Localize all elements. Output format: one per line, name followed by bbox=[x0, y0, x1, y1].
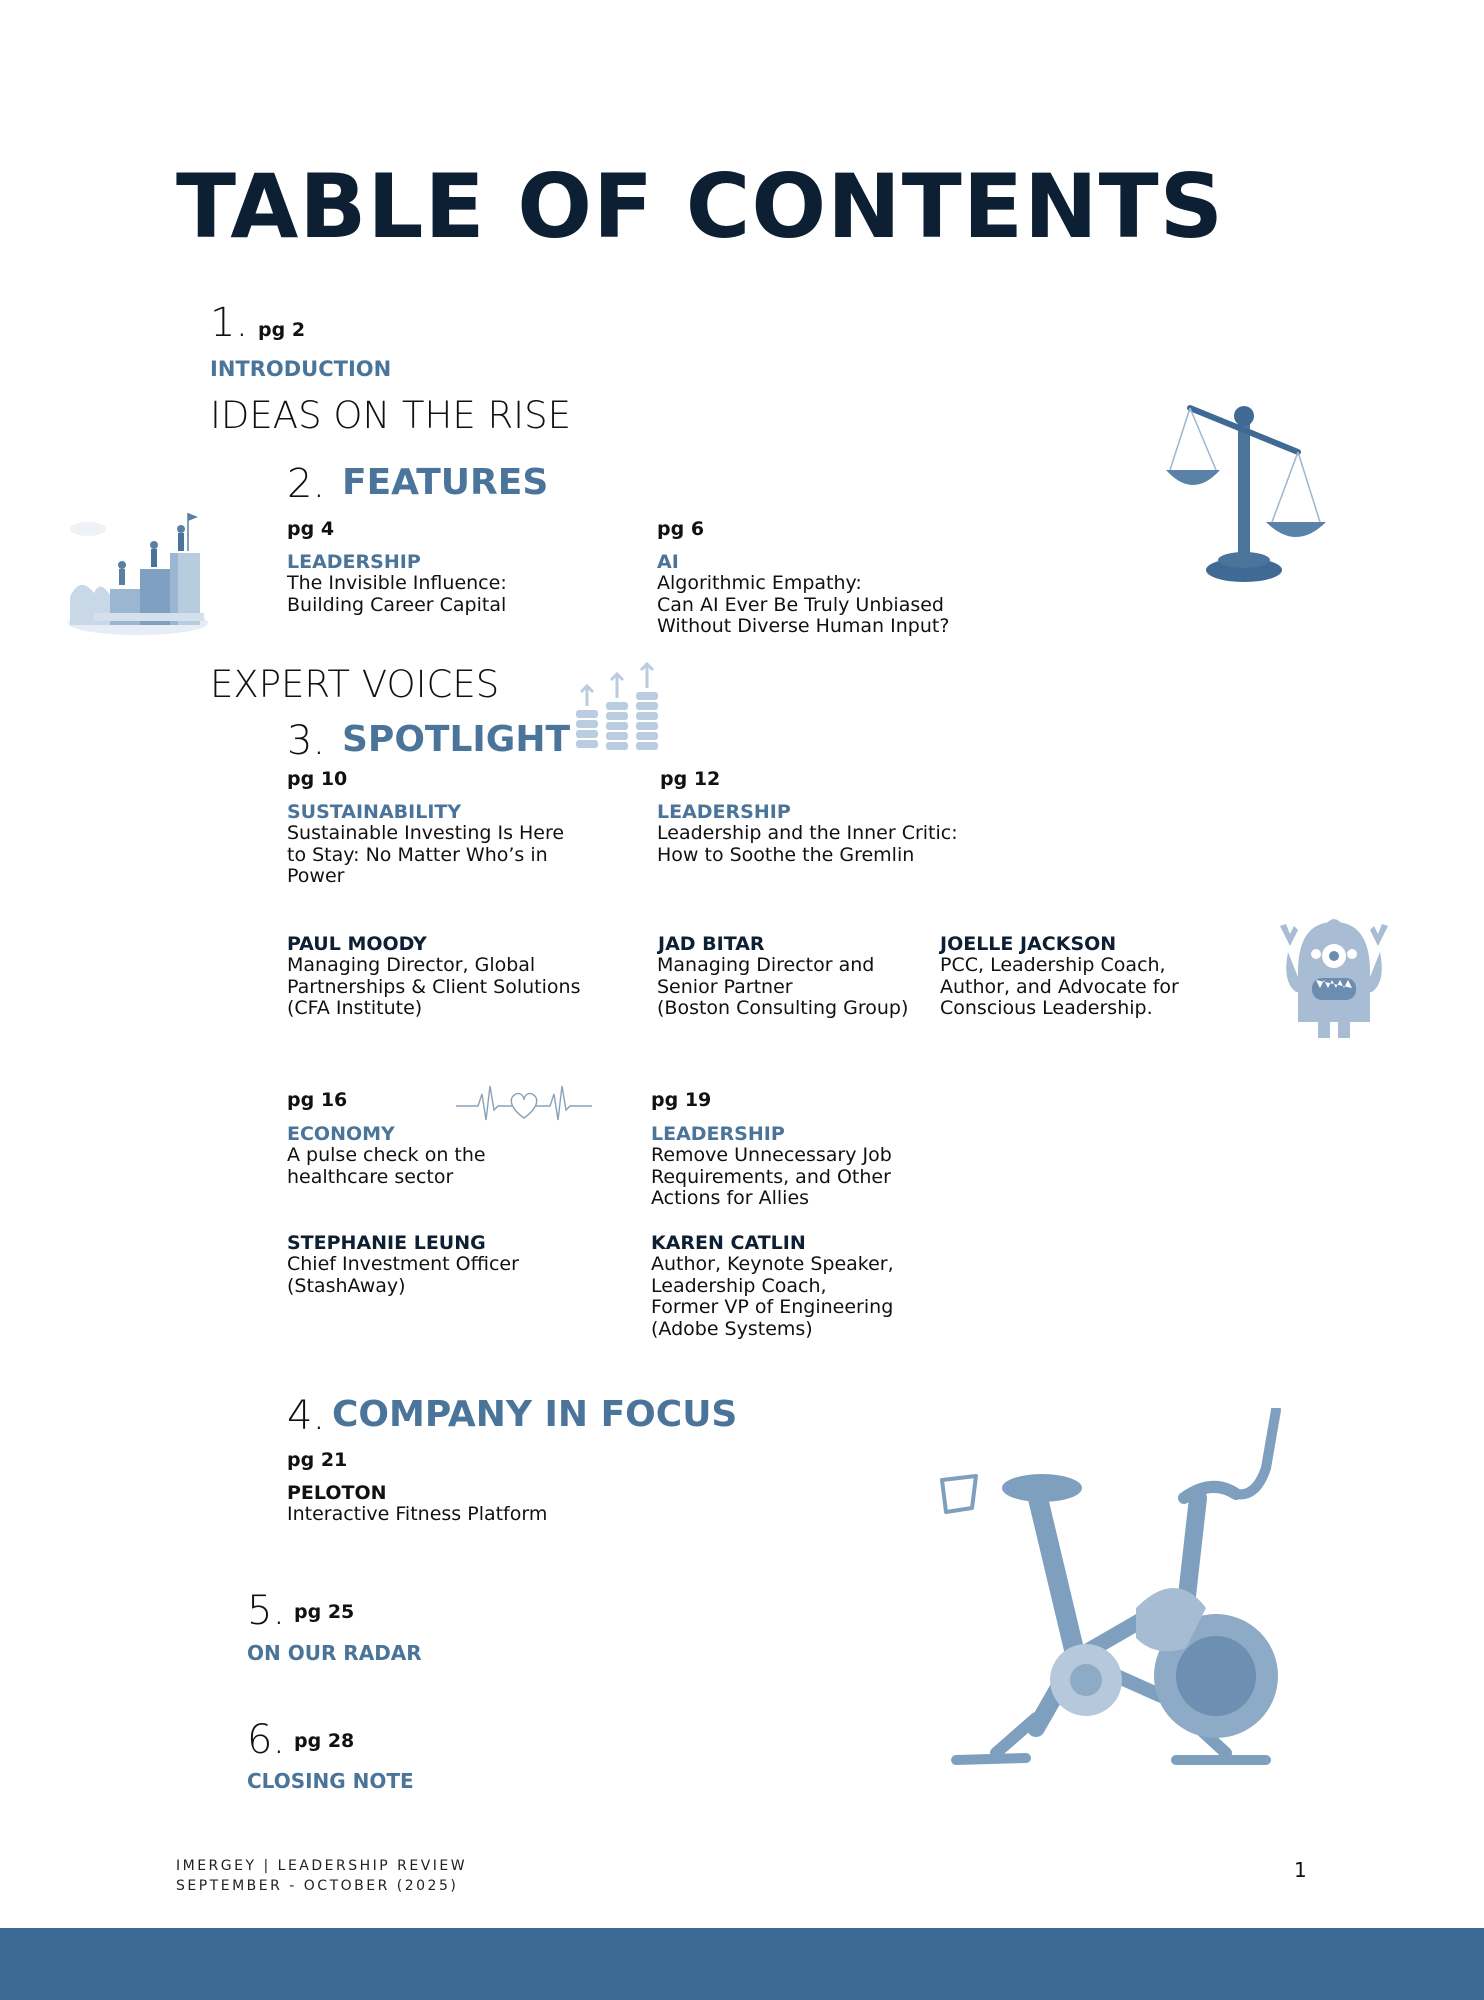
feature-2-title[interactable] bbox=[657, 573, 949, 638]
feature-2-page: pg 6 bbox=[657, 518, 705, 540]
coin-stacks-icon bbox=[572, 660, 664, 756]
bio-line: Author, Keynote Speaker, bbox=[651, 1253, 894, 1275]
footer-line-2: SEPTEMBER - OCTOBER (2025) bbox=[176, 1878, 459, 1894]
bio-line: Chief Investment Officer bbox=[287, 1253, 519, 1275]
bio-line: (StashAway) bbox=[287, 1274, 406, 1297]
bio-line: Conscious Leadership. bbox=[940, 997, 1153, 1019]
bio-line: Managing Director and bbox=[657, 954, 875, 976]
footer-bar bbox=[0, 1928, 1484, 2000]
feature-1-page: pg 4 bbox=[287, 518, 335, 540]
bio-line: Managing Director, Global bbox=[287, 954, 536, 976]
author-bio bbox=[657, 955, 908, 1020]
spotlight-2-page: pg 12 bbox=[660, 768, 721, 790]
spotlight-1-page: pg 10 bbox=[287, 768, 348, 790]
spotlight-4-page: pg 19 bbox=[651, 1089, 712, 1111]
spotlight-4-category: LEADERSHIP bbox=[651, 1123, 785, 1145]
section-4-number: 4. bbox=[287, 1393, 326, 1439]
bio-line: Leadership Coach, bbox=[651, 1274, 827, 1297]
bio-line: Partnerships & Client Solutions bbox=[287, 975, 581, 998]
section-2-heading[interactable]: FEATURES bbox=[342, 462, 549, 503]
bio-line: Author, and Advocate for bbox=[940, 975, 1179, 998]
spotlight-2-category: LEADERSHIP bbox=[657, 801, 791, 823]
bio-line: (CFA Institute) bbox=[287, 997, 423, 1019]
spotlight-3-line-1: A pulse check on the bbox=[287, 1144, 486, 1166]
bio-line: (Boston Consulting Group) bbox=[657, 997, 909, 1019]
bio-line: (Adobe Systems) bbox=[651, 1317, 813, 1340]
page-title: TABLE OF CONTENTS bbox=[176, 155, 1224, 258]
footer-line-1: IMERGEY | LEADERSHIP REVIEW bbox=[176, 1858, 468, 1874]
spotlight-4-line-1: Remove Unnecessary Job bbox=[651, 1144, 892, 1166]
spotlight-1-title[interactable] bbox=[287, 823, 564, 888]
section-1-label[interactable]: INTRODUCTION bbox=[210, 357, 392, 381]
spotlight-3-line-2: healthcare sector bbox=[287, 1165, 454, 1188]
scales-icon bbox=[1160, 400, 1330, 585]
section-1-number: 1. bbox=[210, 300, 249, 346]
author-name: JOELLE JACKSON bbox=[940, 933, 1117, 955]
section-3-heading[interactable]: SPOTLIGHT bbox=[342, 719, 571, 760]
spotlight-1-line-3: Power bbox=[287, 865, 345, 887]
spotlight-4-title[interactable] bbox=[651, 1145, 892, 1210]
spotlight-2-line-1: Leadership and the Inner Critic: bbox=[657, 822, 958, 844]
bio-line: Former VP of Engineering bbox=[651, 1296, 894, 1318]
feature-2-line-1: Algorithmic Empathy: bbox=[657, 572, 862, 594]
author-bio bbox=[651, 1254, 894, 1340]
expert-voices-label: EXPERT VOICES bbox=[210, 663, 500, 706]
spotlight-3-page: pg 16 bbox=[287, 1089, 348, 1111]
spotlight-3-category: ECONOMY bbox=[287, 1123, 395, 1145]
section-5-number: 5. bbox=[247, 1588, 286, 1634]
section-6-label[interactable]: CLOSING NOTE bbox=[247, 1769, 414, 1793]
author-name: PAUL MOODY bbox=[287, 933, 427, 955]
bio-line: PCC, Leadership Coach, bbox=[940, 954, 1166, 976]
author-name: STEPHANIE LEUNG bbox=[287, 1232, 486, 1254]
feature-1-category: LEADERSHIP bbox=[287, 551, 421, 573]
spotlight-1-category: SUSTAINABILITY bbox=[287, 801, 462, 823]
section-6-number: 6. bbox=[247, 1717, 286, 1763]
spotlight-3-title[interactable] bbox=[287, 1145, 486, 1188]
spotlight-2-line-2: How to Soothe the Gremlin bbox=[657, 843, 915, 866]
company-description: Interactive Fitness Platform bbox=[287, 1503, 548, 1525]
monster-icon bbox=[1268, 912, 1400, 1044]
spotlight-1-line-2: to Stay: No Matter Who’s in bbox=[287, 843, 548, 866]
bio-line: Senior Partner bbox=[657, 975, 793, 998]
spotlight-1-line-1: Sustainable Investing Is Here bbox=[287, 822, 565, 844]
exercise-bike-icon bbox=[936, 1408, 1286, 1778]
page-number: 1 bbox=[1294, 1858, 1307, 1882]
ideas-on-the-rise-label: IDEAS ON THE RISE bbox=[210, 394, 571, 437]
author-name: JAD BITAR bbox=[658, 933, 765, 955]
section-4-heading[interactable]: COMPANY IN FOCUS bbox=[332, 1394, 738, 1435]
section-6-page: pg 28 bbox=[294, 1730, 355, 1752]
feature-2-line-2: Can AI Ever Be Truly Unbiased bbox=[657, 593, 944, 616]
author-name: KAREN CATLIN bbox=[651, 1232, 806, 1254]
spotlight-4-line-2: Requirements, and Other bbox=[651, 1165, 891, 1188]
spotlight-2-title[interactable] bbox=[657, 823, 958, 866]
author-bio bbox=[287, 955, 580, 1020]
feature-1-title[interactable] bbox=[287, 573, 507, 616]
section-5-page: pg 25 bbox=[294, 1601, 355, 1623]
section-2-number: 2. bbox=[287, 461, 326, 507]
heartbeat-icon bbox=[456, 1080, 592, 1130]
feature-2-line-3: Without Diverse Human Input? bbox=[657, 615, 950, 637]
podium-illustration-icon bbox=[64, 505, 212, 637]
section-3-number: 3. bbox=[287, 718, 326, 764]
author-bio bbox=[287, 1254, 519, 1297]
feature-1-line-1: The Invisible Influence: bbox=[287, 572, 507, 594]
section-5-label[interactable]: ON OUR RADAR bbox=[247, 1641, 422, 1665]
feature-2-category: AI bbox=[657, 551, 679, 573]
section-1-page: pg 2 bbox=[258, 319, 306, 341]
author-bio bbox=[940, 955, 1179, 1020]
company-name[interactable]: PELOTON bbox=[287, 1482, 387, 1504]
footer-publication bbox=[176, 1856, 467, 1896]
feature-1-line-2: Building Career Capital bbox=[287, 593, 507, 616]
spotlight-4-line-3: Actions for Allies bbox=[651, 1187, 810, 1209]
section-4-page: pg 21 bbox=[287, 1449, 348, 1471]
